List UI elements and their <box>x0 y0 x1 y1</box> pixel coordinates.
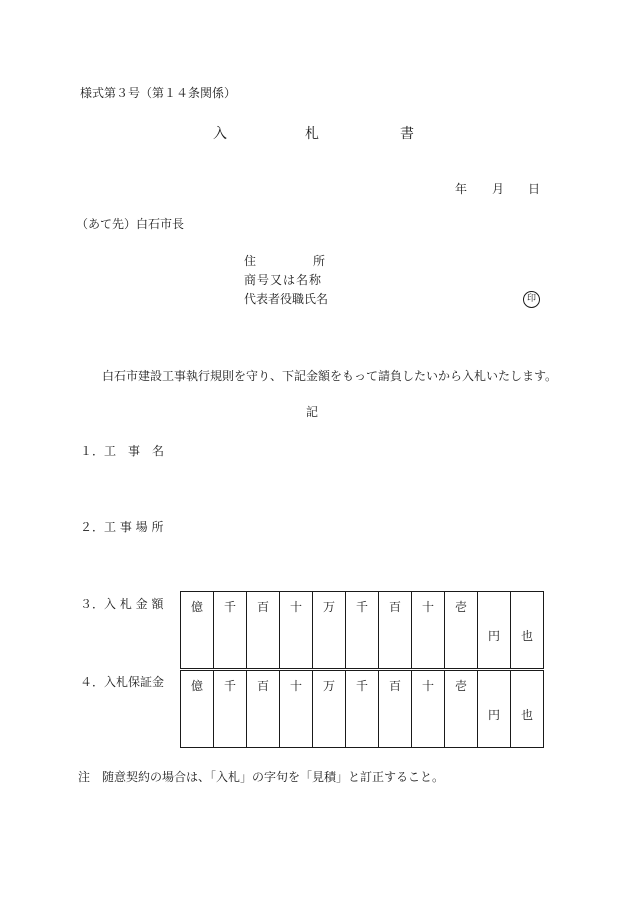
unit-yen: 円 <box>478 592 511 669</box>
digit-ju[interactable]: 十 <box>412 592 445 669</box>
digit-oku[interactable]: 億 <box>181 671 214 748</box>
digit-senman[interactable]: 千 <box>214 671 247 748</box>
item-bid-deposit: ４．入札保証金 <box>80 675 165 689</box>
name-label: 商号又は名称 <box>244 273 323 287</box>
bid-deposit-row <box>181 671 544 748</box>
ki-label: 記 <box>306 405 319 419</box>
bid-amount-table <box>180 591 544 669</box>
item-bid-amount: ３．入 札 金 額 <box>80 597 164 611</box>
digit-hyaku[interactable]: 百 <box>379 592 412 669</box>
digit-ju[interactable]: 十 <box>412 671 445 748</box>
form-number: 様式第３号（第１４条関係） <box>80 86 237 100</box>
bid-amount-row <box>181 592 544 669</box>
digit-senman[interactable]: 千 <box>214 592 247 669</box>
digit-hyaku[interactable]: 百 <box>379 671 412 748</box>
address-label-2: 所 <box>313 254 326 268</box>
address-label-1: 住 <box>244 254 257 268</box>
digit-man[interactable]: 万 <box>313 671 346 748</box>
digit-oku[interactable]: 億 <box>181 592 214 669</box>
digit-ichi[interactable]: 壱 <box>445 671 478 748</box>
digit-juman[interactable]: 十 <box>280 671 313 748</box>
date-year: 年 <box>455 182 468 196</box>
title-char-1: 入 <box>213 126 227 142</box>
digit-sen[interactable]: 千 <box>346 671 379 748</box>
digit-man[interactable]: 万 <box>313 592 346 669</box>
addressee: （あて先）白石市長 <box>76 217 185 231</box>
representative-label: 代表者役職氏名 <box>244 292 329 306</box>
digit-hyakuman[interactable]: 百 <box>247 671 280 748</box>
bid-deposit-table <box>180 670 544 748</box>
unit-yen: 円 <box>478 671 511 748</box>
unit-nari: 也 <box>511 592 544 669</box>
title-char-2: 札 <box>305 126 319 142</box>
digit-juman[interactable]: 十 <box>280 592 313 669</box>
digit-sen[interactable]: 千 <box>346 592 379 669</box>
statement: 白石市建設工事執行規則を守り、下記金額をもって請負したいから入札いたします。 <box>102 369 558 383</box>
seal-mark: 印 <box>523 291 540 308</box>
item-construction-site: ２．工 事 場 所 <box>80 520 164 534</box>
digit-ichi[interactable]: 壱 <box>445 592 478 669</box>
title-char-3: 書 <box>400 126 414 142</box>
digit-hyakuman[interactable]: 百 <box>247 592 280 669</box>
footnote: 注 随意契約の場合は、「入札」の字句を「見積」と訂正すること。 <box>78 770 445 784</box>
date-month: 月 <box>492 182 505 196</box>
date-day: 日 <box>528 182 541 196</box>
unit-nari: 也 <box>511 671 544 748</box>
item-construction-name: １．工 事 名 <box>80 444 165 458</box>
